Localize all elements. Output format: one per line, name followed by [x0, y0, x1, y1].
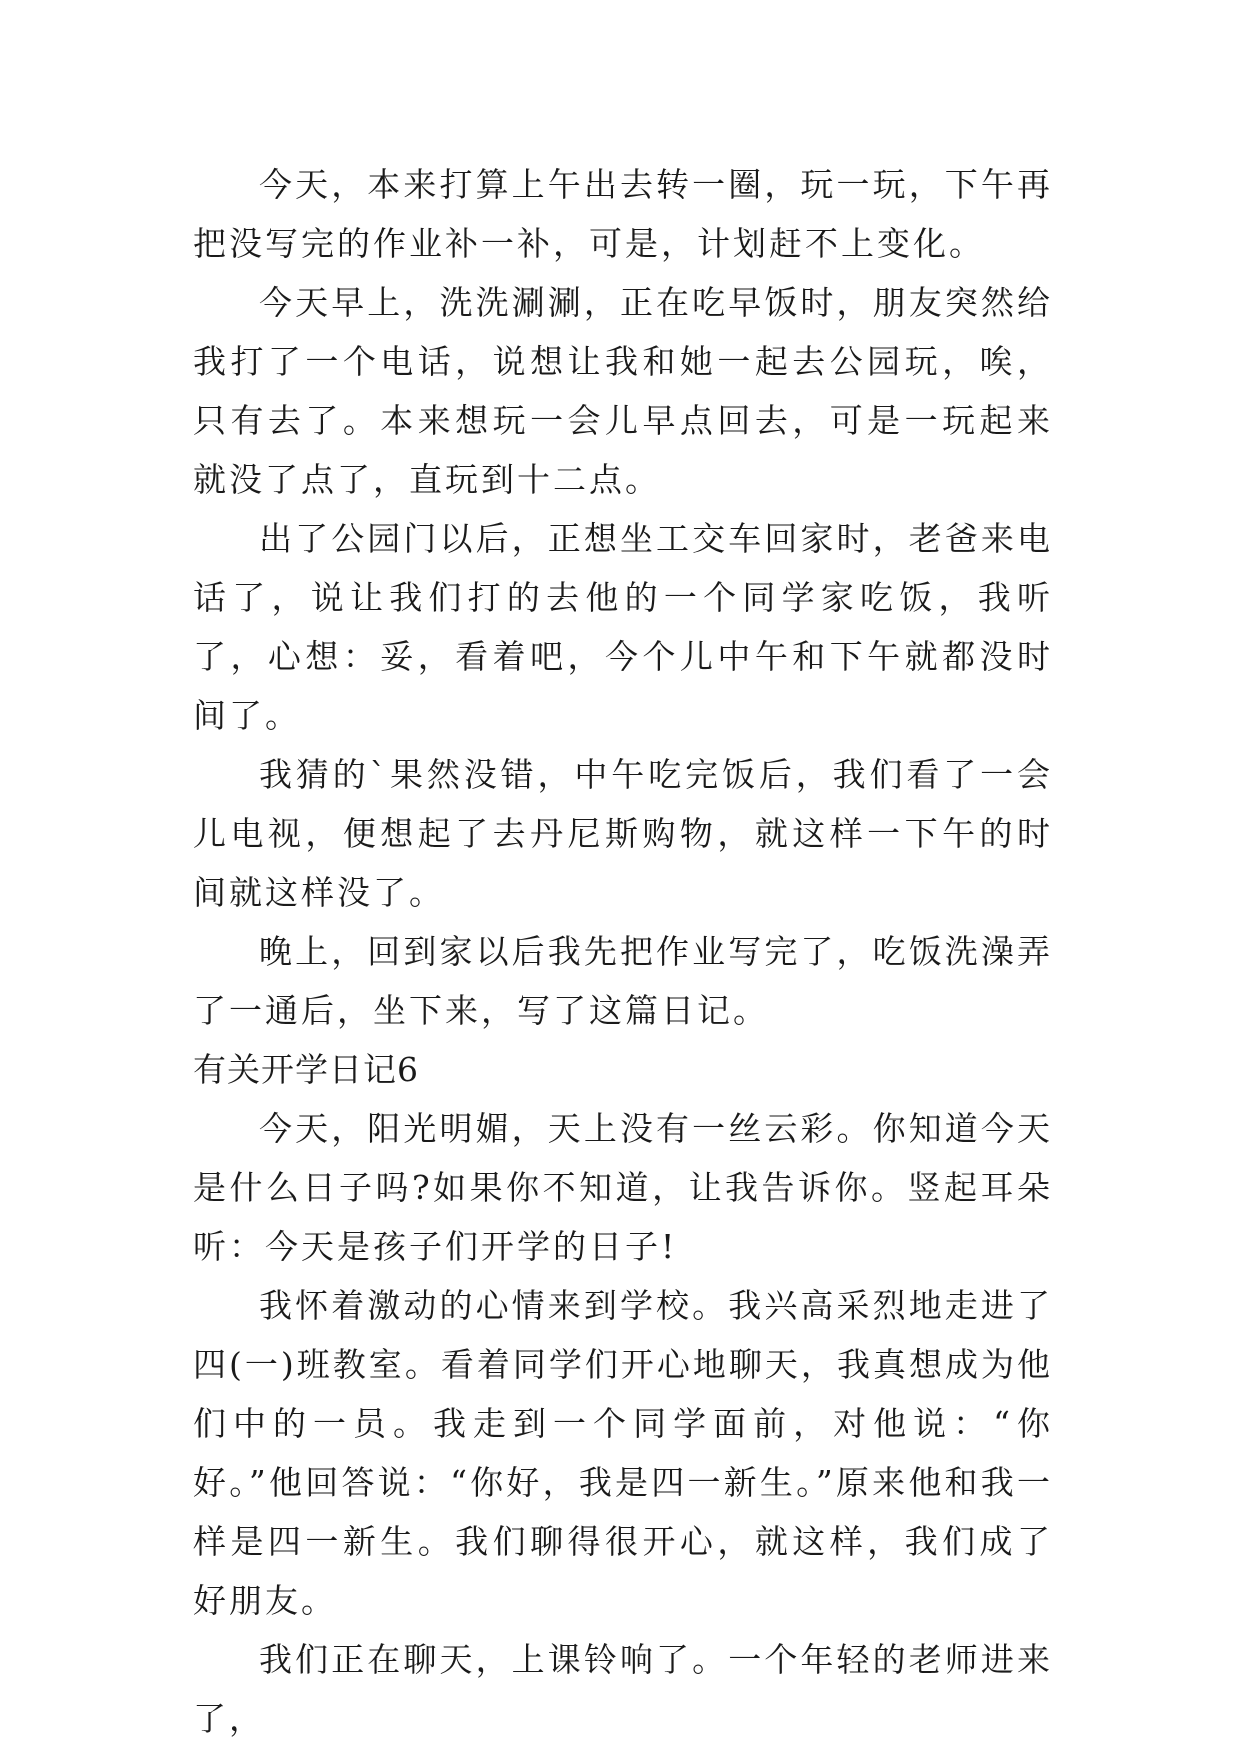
paragraph: 晚上，回到家以后我先把作业写完了，吃饭洗澡弄了一通后，坐下来，写了这篇日记。 [193, 932, 1053, 1030]
paragraph: 出了公园门以后，正想坐工交车回家时，老爸来电话了，说让我们打的去他的一个同学家吃饭，我听了，心想：妥，看着吧，今个儿中午和下午就都没时间了。 [193, 519, 1053, 735]
section-title: 有关开学日记6 [193, 1050, 419, 1089]
paragraph: 我们正在聊天，上课铃响了。一个年轻的老师进来了， [193, 1640, 1053, 1738]
paragraph: 今天，阳光明媚，天上没有一丝云彩。你知道今天是什么日子吗?如果你不知道，让我告诉你。竖起耳朵听：今天是孩子们开学的日子! [193, 1109, 1053, 1266]
paragraph: 我猜的`果然没错，中午吃完饭后，我们看了一会儿电视，便想起了去丹尼斯购物，就这样一下午的时间就这样没了。 [193, 755, 1053, 912]
paragraph: 今天，本来打算上午出去转一圈，玩一玩，下午再把没写完的作业补一补，可是，计划赶不上变化。 [193, 165, 1053, 263]
paragraph: 今天早上，洗洗涮涮，正在吃早饭时，朋友突然给我打了一个电话，说想让我和她一起去公园玩，唉，只有去了。本来想玩一会儿早点回去，可是一玩起来就没了点了，直玩到十二点。 [193, 283, 1053, 499]
document-page [193, 155, 1053, 1748]
paragraph: 我怀着激动的心情来到学校。我兴高采烈地走进了四(一)班教室。看着同学们开心地聊天，我真想成为他们中的一员。我走到一个同学面前，对他说：“你好。”他回答说：“你好，我是四一新生。”原来他和我一样是四一新生。我们聊得很开心，就这样，我们成了好朋友。 [193, 1286, 1053, 1620]
